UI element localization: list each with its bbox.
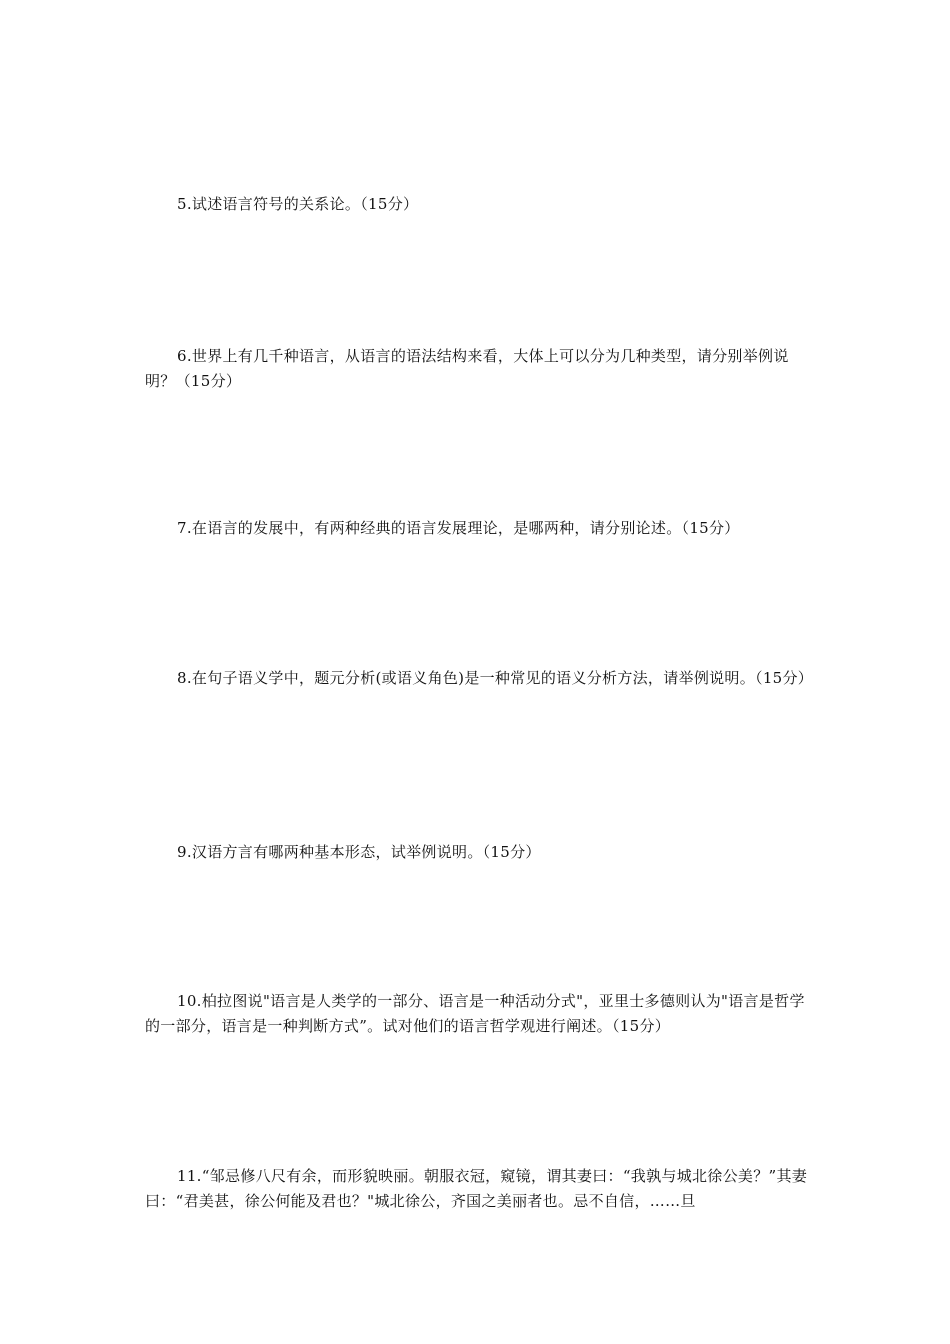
question-6: 6.世界上有几千种语言，从语言的语法结构来看，大体上可以分为几种类型，请分别举例说明？（15分） [145, 347, 789, 390]
question-9: 9.汉语方言有哪两种基本形态，试举例说明。（15分） [177, 843, 541, 861]
question-11: 11.“邹忌修八尺有余，而形貌映丽。朝服衣冠，窥镜，谓其妻曰：“我孰与城北徐公美？”其妻曰：“君美甚，徐公何能及君也？"城北徐公，齐国之美丽者也。忌不自信，……旦 [145, 1167, 808, 1210]
question-10: 10.柏拉图说"语言是人类学的一部分、语言是一种活动分式"，亚里士多德则认为"语言是哲学的一部分，语言是一种判断方式”。试对他们的语言哲学观进行阐述。（15分） [145, 992, 805, 1035]
question-8: 8.在句子语义学中，题元分析(或语义角色)是一种常见的语义分析方法，请举例说明。（15分） [177, 669, 814, 687]
question-7: 7.在语言的发展中，有两种经典的语言发展理论，是哪两种，请分别论述。（15分） [177, 519, 740, 537]
question-5: 5.试述语言符号的关系论。（15分） [177, 195, 419, 213]
